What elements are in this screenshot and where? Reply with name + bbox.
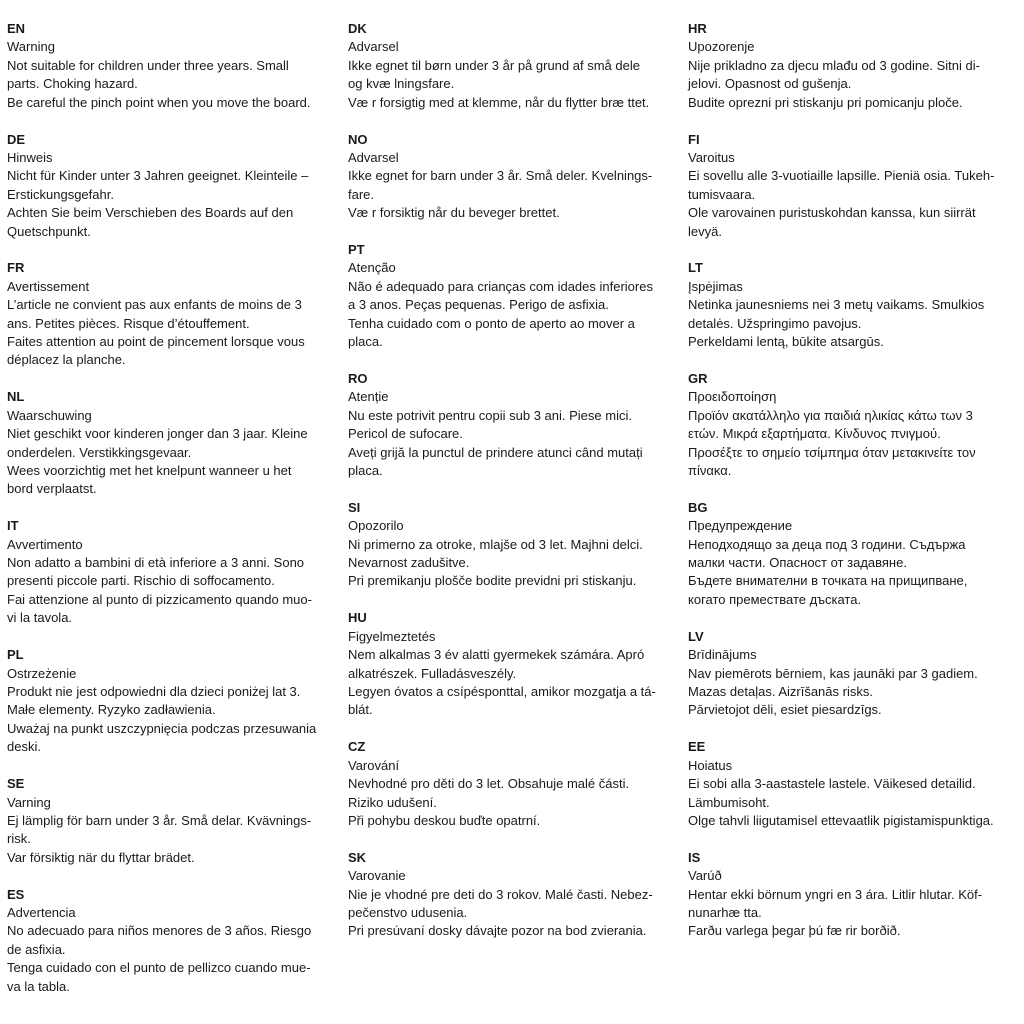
language-code: LV [688,628,704,644]
warning-text-line: va la tabla. [7,978,70,994]
warning-text-line: Não é adequado para crianças com idades inferiores [348,278,653,294]
warning-text-line: Ni primerno za otroke, mlajše od 3 let. Majhni delci. [348,536,643,552]
warning-text-line: Farðu varlega þegar þú fæ rir borðið. [688,923,901,939]
warning-text-line: Budite oprezni pri stiskanju pri pomicanju ploče. [688,94,963,110]
language-code: DE [7,131,26,147]
warning-block-de [7,131,342,241]
warning-title: Hoiatus [688,757,733,773]
warning-block-pt [348,241,683,351]
warning-text-line: alkatrészek. Fulladásveszély. [348,665,517,681]
language-code: PL [7,647,24,663]
warning-text-line: Προϊόν ακατάλληλο για παιδιά ηλικίας κάτω των 3 [688,407,973,423]
language-code: SI [348,499,361,515]
warning-text-line: jelovi. Opasnost od gušenja. [688,76,852,92]
warning-text-line: Tenha cuidado com o ponto de aperto ao mover a [348,315,635,331]
warnings-column-right [688,20,1022,959]
language-code: NL [7,389,25,405]
language-code: IS [688,849,701,865]
language-code: HR [688,21,707,36]
warning-text-line: Faites attention au point de pincement lorsque vous [7,334,305,350]
warning-title: Avertissement [7,278,90,294]
language-code: NO [348,131,368,147]
warning-text-line: de asfixia. [7,941,66,957]
warning-title: Advarsel [348,149,399,165]
language-code: SE [7,776,25,792]
warning-text-line: detalės. Užspringimo pavojus. [688,315,862,331]
warning-text-line: Pri premikanju plošče bodite previdni pri stiskanju. [348,573,637,589]
warning-text-line: Ikke egnet til børn under 3 år på grund af små dele [348,57,640,73]
warning-text-line: Niet geschikt voor kinderen jonger dan 3 jaar. Kleine [7,426,308,442]
warning-text-line: Nem alkalmas 3 év alatti gyermekek számára. Apró [348,647,645,663]
warning-text-line: Not suitable for children under three years. Small [7,57,289,73]
warning-text-line: Ei sobi alla 3-aastastele lastele. Väikesed detailid. [688,776,976,792]
warning-text-line: Væ r forsiktig når du beveger brettet. [348,205,560,221]
warning-block-en [7,20,342,112]
warning-text-line: Be careful the pinch point when you move the board. [7,94,311,110]
language-code: EE [688,739,706,755]
language-code: IT [7,518,19,534]
warning-text-line: ans. Petites pièces. Risque d’étouffement. [7,315,250,331]
warning-block-ro [348,370,683,480]
warning-text-line: No adecuado para niños menores de 3 años. Riesgo [7,923,312,939]
warning-text-line: Προσέξτε το σημείο τσίμπημα όταν μετακινείτε τον [688,444,976,460]
warning-text-line: Uważaj na punkt uszczypnięcia podczas przesuwania [7,720,317,736]
warnings-column-middle [348,20,683,959]
warning-title: Atenção [348,260,396,276]
warning-title: Įspėjimas [688,278,743,294]
warning-title: Hinweis [7,149,53,165]
warning-block-dk [348,20,683,112]
warning-text-line: Netinka jaunesniems nei 3 metų vaikams. Smulkios [688,297,985,313]
warnings-column-left [7,20,342,1015]
warning-text-line: og kvæ lningsfare. [348,76,455,92]
warning-block-se [7,775,342,867]
warning-text-line: Achten Sie beim Verschieben des Boards auf den [7,205,294,221]
language-code: SK [348,849,367,865]
warning-block-sk [348,849,683,941]
warning-text-line: placa. [348,334,383,350]
warning-text-line: Produkt nie jest odpowiedni dla dzieci poniżej lat 3. [7,684,301,699]
language-code: BG [688,499,708,515]
warning-title: Warning [7,39,55,55]
warning-text-line: Nu este potrivit pentru copii sub 3 ani. Piese mici. [348,407,632,423]
warning-text-line: πίνακα. [688,462,732,478]
warning-block-gr [688,370,1022,480]
warning-text-line: parts. Choking hazard. [7,76,138,92]
warning-text-line: Erstickungsgefahr. [7,186,114,202]
warning-text-line: ετών. Μικρά εξαρτήματα. Κίνδυνος πνιγμού. [688,426,941,442]
warning-text-line: Pri presúvaní dosky dávajte pozor na bod zvierania. [348,923,647,939]
warning-text-line: Væ r forsigtig med at klemme, når du flytter bræ ttet. [348,94,650,110]
warning-title: Atenție [348,389,389,405]
warning-block-is [688,849,1022,941]
warning-title: Varning [7,794,51,810]
warning-text-line: nunarhæ tta. [688,905,762,921]
warning-text-line: Nicht für Kinder unter 3 Jahren geeignet. Kleinteile – [7,168,309,184]
warning-text-line: Ikke egnet for barn under 3 år. Små deler. Kvelnings- [348,168,653,184]
language-code: LT [688,260,703,276]
language-code: PT [348,242,365,258]
warning-text-line: a 3 anos. Peças pequenas. Perigo de asfixia. [348,297,609,313]
warning-block-es [7,886,342,996]
warning-text-line: pečenstvo udusenia. [348,905,468,921]
warning-text-line: малки части. Опасност от задавяне. [688,555,907,571]
warning-title: Opozorilo [348,518,404,534]
warning-text-line: Aveți grijă la punctul de prindere atunci când mutați [348,444,643,460]
warning-text-line: Quetschpunkt. [7,223,91,239]
language-code: RO [348,370,368,386]
warning-text-line: Wees voorzichtig met het knelpunt wanneer u het [7,462,292,478]
warning-text-line: Hentar ekki börnum yngri en 3 ára. Litlir hlutar. Köf- [688,886,983,902]
warning-text-line: presenti piccole parti. Rischio di soffocamento. [7,573,275,589]
warning-text-line: Legyen óvatos a csípésponttal, amikor mozgatja a tá- [348,684,656,699]
language-code: FI [688,131,700,147]
warning-block-si [348,499,683,591]
warning-text-line: bord verplaatst. [7,481,97,497]
warning-text-line: déplacez la planche. [7,352,126,368]
warning-block-lt [688,259,1022,351]
warning-text-line: Małe elementy. Ryzyko zadławienia. [7,702,216,718]
warning-block-it [7,517,342,627]
warning-title: Avvertimento [7,536,83,552]
warning-text-line: Lämbumisoht. [688,794,770,810]
warning-text-line: Olge tahvli liigutamisel ettevaatlik pigistamispunktiga. [688,812,994,828]
warning-block-no [348,131,683,223]
warning-title: Varovanie [348,868,406,884]
warning-title: Προειδοποίηση [688,389,777,405]
warning-title: Brīdinājums [688,647,757,663]
warning-title: Varoitus [688,149,735,165]
warning-text-line: L’article ne convient pas aux enfants de moins de 3 [7,297,302,313]
warning-block-nl [7,388,342,498]
warning-text-line: Perkeldami lentą, būkite atsargūs. [688,334,884,350]
warning-text-line: Fai attenzione al punto di pizzicamento quando muo- [7,591,312,607]
warning-title: Предупреждение [688,518,793,534]
warning-text-line: Nevhodné pro děti do 3 let. Obsahuje malé části. [348,776,630,792]
warning-text-line: Nav piemērots bērniem, kas jaunāki par 3 gadiem. [688,665,978,681]
warning-text-line: onderdelen. Verstikkingsgevaar. [7,444,192,460]
warning-text-line: Nije prikladno za djecu mlađu od 3 godine. Sitni di- [688,57,980,73]
warning-block-bg [688,499,1022,609]
warning-text-line: Mazas detaļas. Aizrīšanās risks. [688,684,873,699]
language-code: GR [688,370,708,386]
warning-text-line: Ei sovellu alle 3-vuotiaille lapsille. Pieniä osia. Tukeh- [688,168,995,184]
language-code: FR [7,260,25,276]
warning-text-line: Ole varovainen puristuskohdan kanssa, kun siirrät [688,205,976,221]
warning-title: Upozorenje [688,39,755,55]
warning-block-fi [688,131,1022,241]
warning-text-line: Riziko udušení. [348,794,437,810]
warning-text-line: Pericol de sufocare. [348,426,463,442]
warning-text-line: tumisvaara. [688,186,756,202]
warning-title: Varování [348,757,400,773]
language-code: DK [348,21,367,36]
warning-title: Varúð [688,868,722,884]
warning-text-line: Неподходящо за деца под 3 години. Съдържа [688,536,966,552]
warning-text-line: blát. [348,702,373,718]
warning-block-ee [688,738,1022,830]
warning-block-fr [7,259,342,369]
warning-title: Ostrzeżenie [7,665,77,681]
warning-title: Advarsel [348,39,399,55]
warning-block-hu [348,609,683,719]
warning-block-hr [688,20,1022,112]
warning-text-line: Nie je vhodné pre deti do 3 rokov. Malé časti. Nebez- [348,886,653,902]
warning-text-line: deski. [7,739,41,755]
warning-text-line: fare. [348,186,375,202]
warning-text-line: risk. [7,831,31,847]
warning-block-lv [688,628,1022,720]
language-code: ES [7,886,25,902]
warning-text-line: vi la tavola. [7,610,73,626]
warning-text-line: Бъдете внимателни в точката на прищипване, [688,573,968,589]
warning-text-line: Tenga cuidado con el punto de pellizco cuando mue- [7,960,311,976]
warning-text-line: Non adatto a bambini di età inferiore a 3 anni. Sono [7,555,305,571]
warning-text-line: Ej lämplig för barn under 3 år. Små delar. Kvävnings- [7,812,312,828]
warning-text-line: Nevarnost zadušitve. [348,555,470,571]
language-code: HU [348,610,367,626]
warning-text-line: Při pohybu deskou buďte opatrní. [348,812,541,828]
warning-title: Figyelmeztetés [348,628,436,644]
warning-text-line: Pārvietojot dēli, esiet piesardzīgs. [688,702,882,718]
warning-text-line: Var försiktig när du flyttar brädet. [7,849,195,865]
warning-block-pl [7,646,342,756]
warning-title: Advertencia [7,905,76,921]
warning-block-cz [348,738,683,830]
warning-title: Waarschuwing [7,407,92,423]
warning-text-line: levyä. [688,223,722,239]
language-code: CZ [348,739,366,755]
warning-text-line: когато премествате дъската. [688,591,862,607]
language-code: EN [7,21,26,36]
warning-text-line: placa. [348,462,383,478]
